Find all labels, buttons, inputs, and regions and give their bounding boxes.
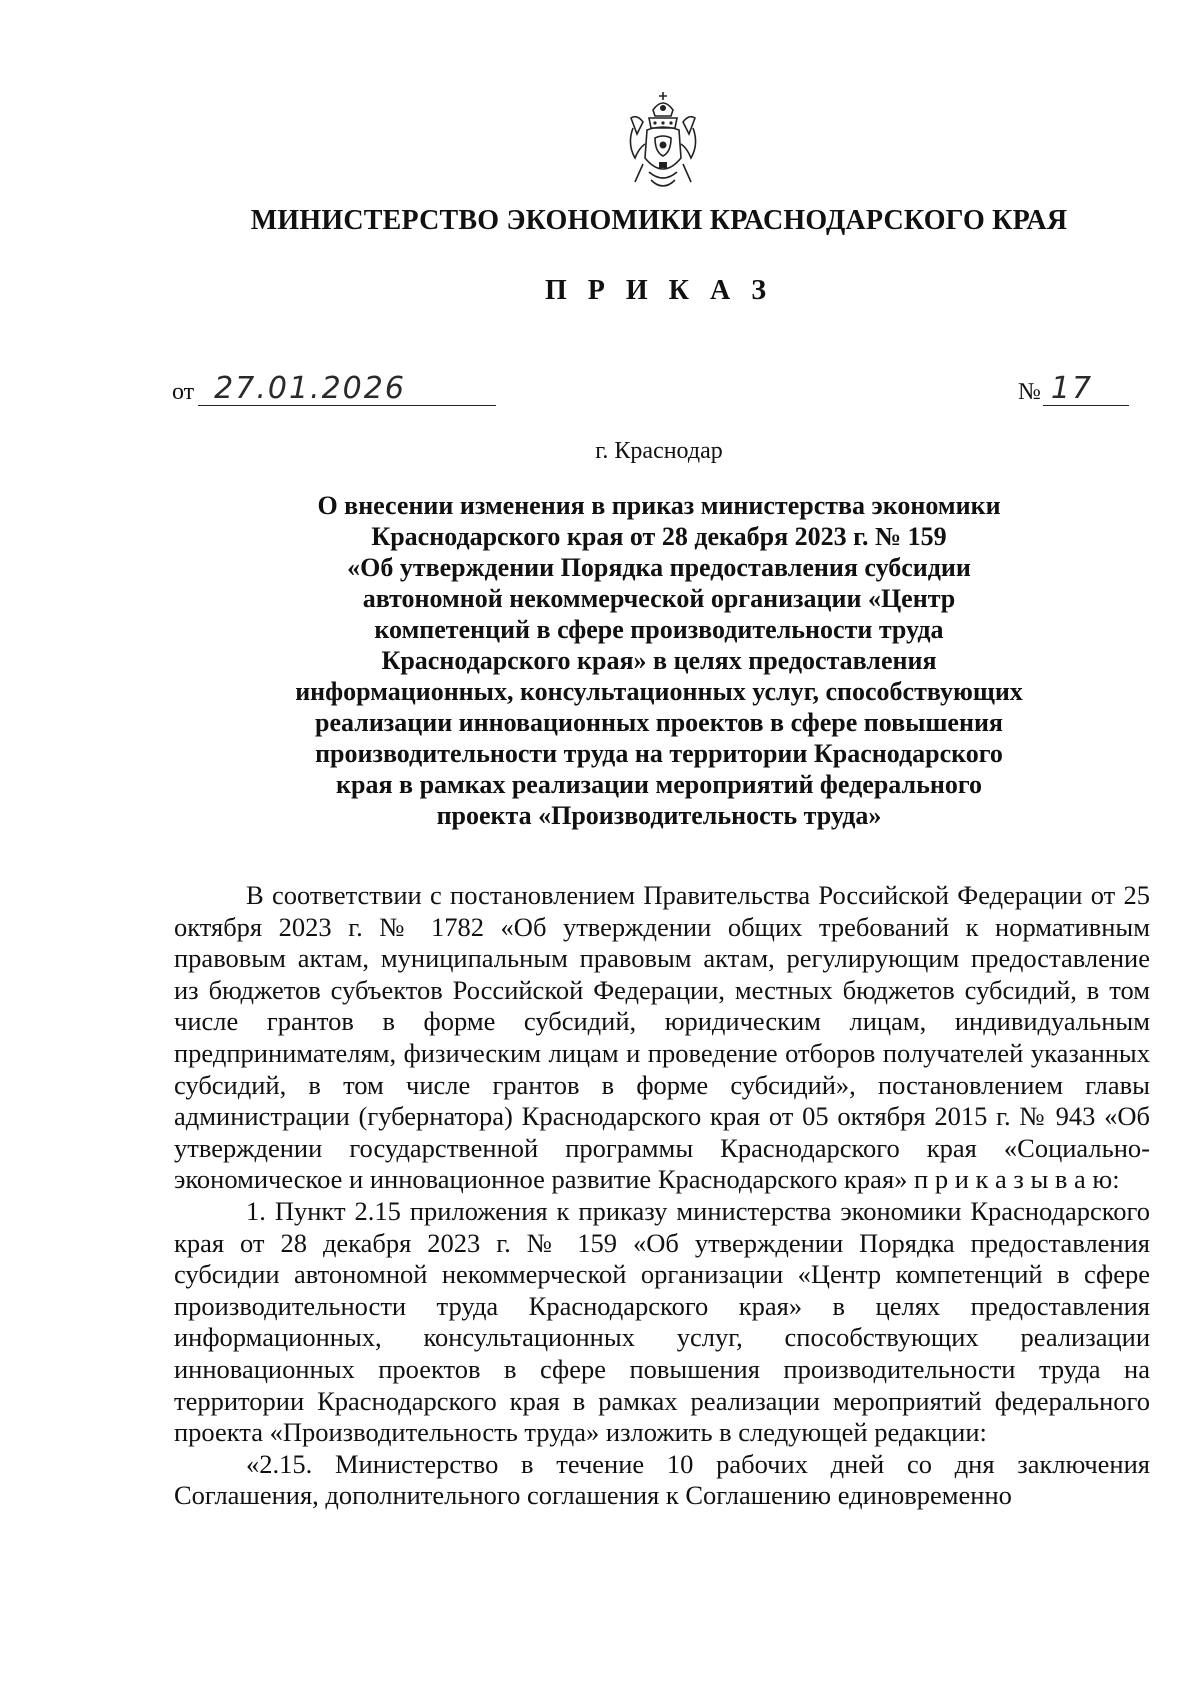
heading-line: Краснодарского края» в целях предоставления	[381, 646, 937, 675]
clause-2-15-paragraph: «2.15. Министерство в течение 10 рабочих дней со дня заключения Соглашения, дополнительного соглашения к Соглашению единовременно	[174, 1448, 1150, 1511]
preamble-paragraph: В соответствии с постановлением Правительства Российской Федерации от 25 октября 2023 г. № 1782 «Об утверждении общих требований к нормативным правовым актам, муниципальным правовым актам, регулирующим предоставление из бюджетов субъектов Российской Федерации, местных бюджетов субсидий, в том числе грантов в форме субсидий, юридическим лицам, индивидуальным предпринимателям, физическим лицам и проведение отборов получателей указанных субсидий, в том числе грантов в форме субсидий», постановлением главы администрации (губернатора) Краснодарского края от 05 октября 2015 г. № 943 «Об утверждении государственной программы Краснодарского края «Социально-экономическое и инновационное развитие Краснодарского края» п р и к а з ы в а ю:	[174, 880, 1150, 1195]
heading-line: реализации инновационных проектов в сфере повышения	[315, 708, 1003, 737]
heading-line: проекта «Производительность труда»	[436, 801, 882, 830]
city: г. Краснодар	[595, 438, 723, 464]
heading-line: Краснодарского края от 28 декабря 2023 г. № 159	[371, 522, 947, 551]
coat-of-arms-emblem	[625, 88, 701, 196]
heading-line: О внесении изменения в приказ министерства экономики	[317, 491, 1001, 520]
document-body	[174, 880, 1150, 1512]
number-line	[1018, 372, 1129, 406]
document-type: П Р И К А З	[545, 275, 773, 306]
date-line	[172, 372, 496, 406]
number-value: 17	[1043, 373, 1129, 406]
number-prefix: №	[1018, 379, 1041, 405]
heading-line: информационных, консультационных услуг, способствующих	[295, 677, 1023, 706]
document-heading	[200, 490, 1118, 831]
clause-1-paragraph: 1. Пункт 2.15 приложения к приказу министерства экономики Краснодарского края от 28 декабря 2023 г. № 159 «Об утверждении Порядка предоставления субсидии автономной некоммерческой организации «Центр компетенций в сфере производительности труда Краснодарского края» в целях предоставления информационных, консультационных услуг, способствующих реализации инновационных проектов в сфере повышения производительности труда на территории Краснодарского края в рамках реализации мероприятий федерального проекта «Производительность труда» изложить в следующей редакции:	[174, 1195, 1150, 1448]
heading-line: «Об утверждении Порядка предоставления субсидии	[347, 553, 971, 582]
date-value: 27.01.2026	[198, 373, 496, 406]
date-prefix: от	[172, 379, 195, 405]
heading-line: автономной некоммерческой организации «Центр	[362, 584, 956, 613]
ministry-name: МИНИСТЕРСТВО ЭКОНОМИКИ КРАСНОДАРСКОГО КРАЯ	[250, 205, 1068, 236]
heading-line: компетенций в сфере производительности труда	[374, 615, 944, 644]
heading-line: производительности труда на территории Краснодарского	[315, 739, 1003, 768]
heading-line: края в рамках реализации мероприятий федерального	[336, 770, 982, 799]
